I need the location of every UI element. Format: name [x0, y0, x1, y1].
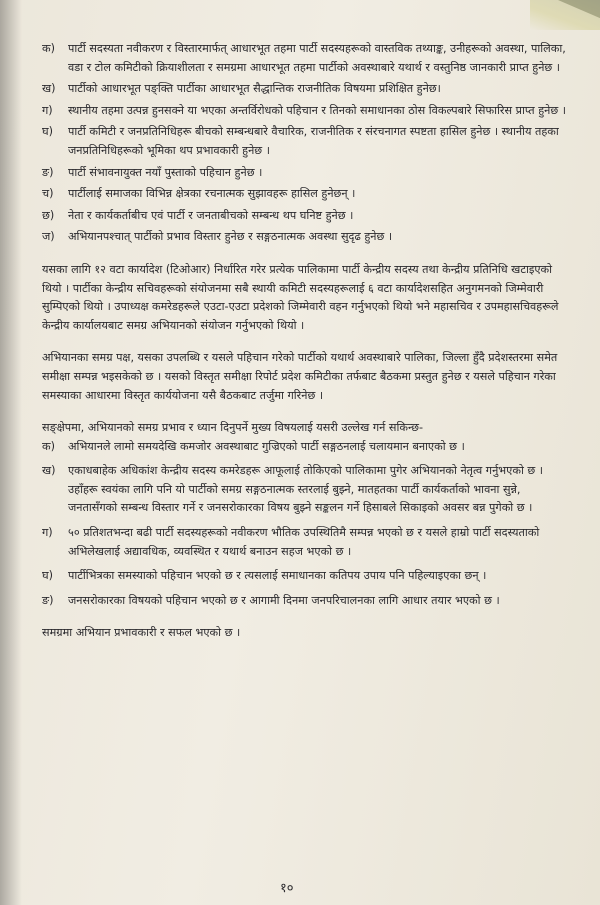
list-item [42, 185, 572, 204]
list-item [42, 164, 572, 183]
item-text: अभियानपश्चात् पार्टीको प्रभाव विस्तार हुनेछ र सङ्गठनात्मक अवस्था सुदृढ हुनेछ । [68, 230, 393, 244]
item-text: नेता र कार्यकर्ताबीच एवं पार्टी र जनताबीचको सम्बन्ध थप घनिष्ट हुनेछ । [68, 208, 354, 222]
item-text: पार्टीलाई समाजका विभिन्न क्षेत्रका रचनात्मक सुझावहरू हासिल हुनेछन् । [68, 187, 356, 201]
page-body [42, 40, 572, 643]
item-label: ग) [42, 526, 53, 540]
list-item [42, 228, 572, 247]
list-item [42, 592, 572, 611]
list-item [42, 40, 572, 77]
item-label: ख) [42, 82, 56, 96]
item-label: ग) [42, 103, 53, 117]
item-label: च) [42, 187, 54, 201]
list-item [42, 567, 572, 586]
item-text: पार्टी कमिटी र जनप्रतिनिधिहरू बीचको सम्बन्धबारे वैचारिक, राजनीतिक र संरचनागत स्पष्टता हासिल हुनेछ । स्थानीय तहका जनप्रतिनिधिहरूको भूमिका थप प्रभावकारी हुनेछ । [68, 125, 559, 157]
item-text: जनसरोकारका विषयको पहिचान भएको छ र आगामी दिनमा जनपरिचालनका लागि आधार तयार भएको छ । [68, 593, 500, 607]
list-item [42, 462, 572, 518]
item-label: छ) [42, 208, 55, 222]
expected-outcomes-list [42, 40, 572, 247]
item-text: अभियानले लामो समयदेखि कमजोर अवस्थाबाट गुज्रिएको पार्टी सङ्गठनलाई चलायमान बनाएको छ । [68, 439, 465, 453]
item-text: पार्टीभित्रका समस्याको पहिचान भएको छ र त्यसलाई समाधानका कतिपय उपाय पनि पहिल्याइएका छन् । [68, 569, 487, 583]
paragraph-assignment: यसका लागि १२ वटा कार्यादेश (टिओआर) निर्धारित गरेर प्रत्येक पालिकामा पार्टी केन्द्रीय सदस्य तथा केन्द्रीय प्रतिनिधि खटाइएको थियो । पार्टीका केन्द्रीय सचिवहरूको संयोजनमा सबै स्थायी कमिटी सदस्यहरूलाई ६ वटा कार्यादेशसहित अनुगमनको जिम्मेवारी सुम्पिएको थियो । उपाध्यक्ष कमरेडहरूले एउटा-एउटा प्रदेशको जिम्मेवारी वहन गर्नुभएको थियो भने महासचिव र उपमहासचिवहरूले केन्द्रीय कार्यालयबाट समग्र अभियानको संयोजन गर्नुभएको थियो । [42, 262, 559, 332]
item-label: ज) [42, 230, 55, 244]
item-label: ङ) [42, 593, 54, 607]
list-item [42, 207, 572, 226]
item-text: स्थानीय तहमा उत्पन्न हुनसक्ने या भएका अन्तर्विरोधको पहिचान र तिनको समाधानका ठोस विकल्पबारे सिफारिस प्राप्त हुनेछ । [68, 103, 567, 117]
list-item [42, 102, 572, 121]
item-label: क) [42, 439, 55, 453]
item-text: एकाधबाहेक अधिकांश केन्द्रीय सदस्य कमरेडहरू आफूलाई तोकिएको पालिकामा पुगेर अभियानको नेतृत्व गर्नुभएको छ । उहाँहरू स्वयंका लागि पनि यो पार्टीको समग्र सङ्गठनात्मक स्तरलाई बुझ्ने, मातहतका पार्टी कार्यकर्ताको भावना सुन्ने, जनतासँगको सम्बन्ध विस्तार गर्ने र जनसरोकारका विषय बुझ्ने सङ्कलन गर्ने हिसाबले सिकाइको अवसर बन्न पुगेको छ । [68, 464, 544, 515]
list-item [42, 438, 572, 457]
item-text: पार्टीको आधारभूत पङ्क्ति पार्टीका आधारभूत सैद्धान्तिक राजनीतिक विषयमा प्रशिक्षित हुनेछ। [68, 82, 441, 96]
item-label: क) [42, 42, 55, 55]
item-label: ख) [42, 464, 56, 478]
item-label: घ) [42, 125, 53, 139]
page-gutter-shadow [0, 0, 22, 905]
closing-line: समग्रमा अभियान प्रभावकारी र सफल भएको छ । [42, 626, 241, 640]
item-label: घ) [42, 569, 53, 583]
item-text: पार्टी सदस्यता नवीकरण र विस्तारमार्फत् आधारभूत तहमा पार्टी सदस्यहरूको वास्तविक तथ्याङ्क, उनीहरूको अवस्था, पालिका, वडा र टोल कमिटीको क्रियाशीलता र समग्रमा आधारभूत तहमा पार्टीको अवस्थाबारे यथार्थ र वस्तुनिष्ठ जानकारी प्राप्त हुनेछ । [68, 42, 566, 74]
page-corner [530, 0, 600, 30]
paragraph-review: अभियानका समग्र पक्ष, यसका उपलब्धि र यसले पहिचान गरेको पार्टीको यथार्थ अवस्थाबारे पालिका, जिल्ला हुँदै प्रदेशस्तरमा समेत समीक्षा सम्पन्न भइसकेको छ । यसको विस्तृत समीक्षा रिपोर्ट प्रदेश कमिटीका तर्फबाट बैठकमा प्रस्तुत हुनेछ र यसले पहिचान गरेका समस्याका आधारमा विस्तृत कार्ययोजना यसै बैठकबाट तर्जुमा गरिनेछ । [42, 351, 558, 402]
item-text: पार्टी संभावनायुक्त नयाँ पुस्ताको पहिचान हुनेछ । [68, 165, 263, 179]
page-number: १० [280, 881, 294, 896]
item-text: ५० प्रतिशतभन्दा बढी पार्टी सदस्यहरूको नवीकरण भौतिक उपस्थितिमै सम्पन्न भएको छ र यसले हाम्रो पार्टी सदस्यताको अभिलेखलाई अद्यावधिक, व्यवस्थित र यथार्थ बनाउन सहज भएको छ । [68, 526, 540, 558]
paragraph-summary-intro: सङ्क्षेपमा, अभियानको समग्र प्रभाव र ध्यान दिनुपर्ने मुख्य विषयलाई यसरी उल्लेख गर्न सकिन्छ- [42, 421, 424, 435]
list-item [42, 80, 572, 99]
item-label: ङ) [42, 165, 54, 179]
list-item [42, 524, 572, 561]
summary-list [42, 438, 572, 611]
list-item [42, 123, 572, 160]
